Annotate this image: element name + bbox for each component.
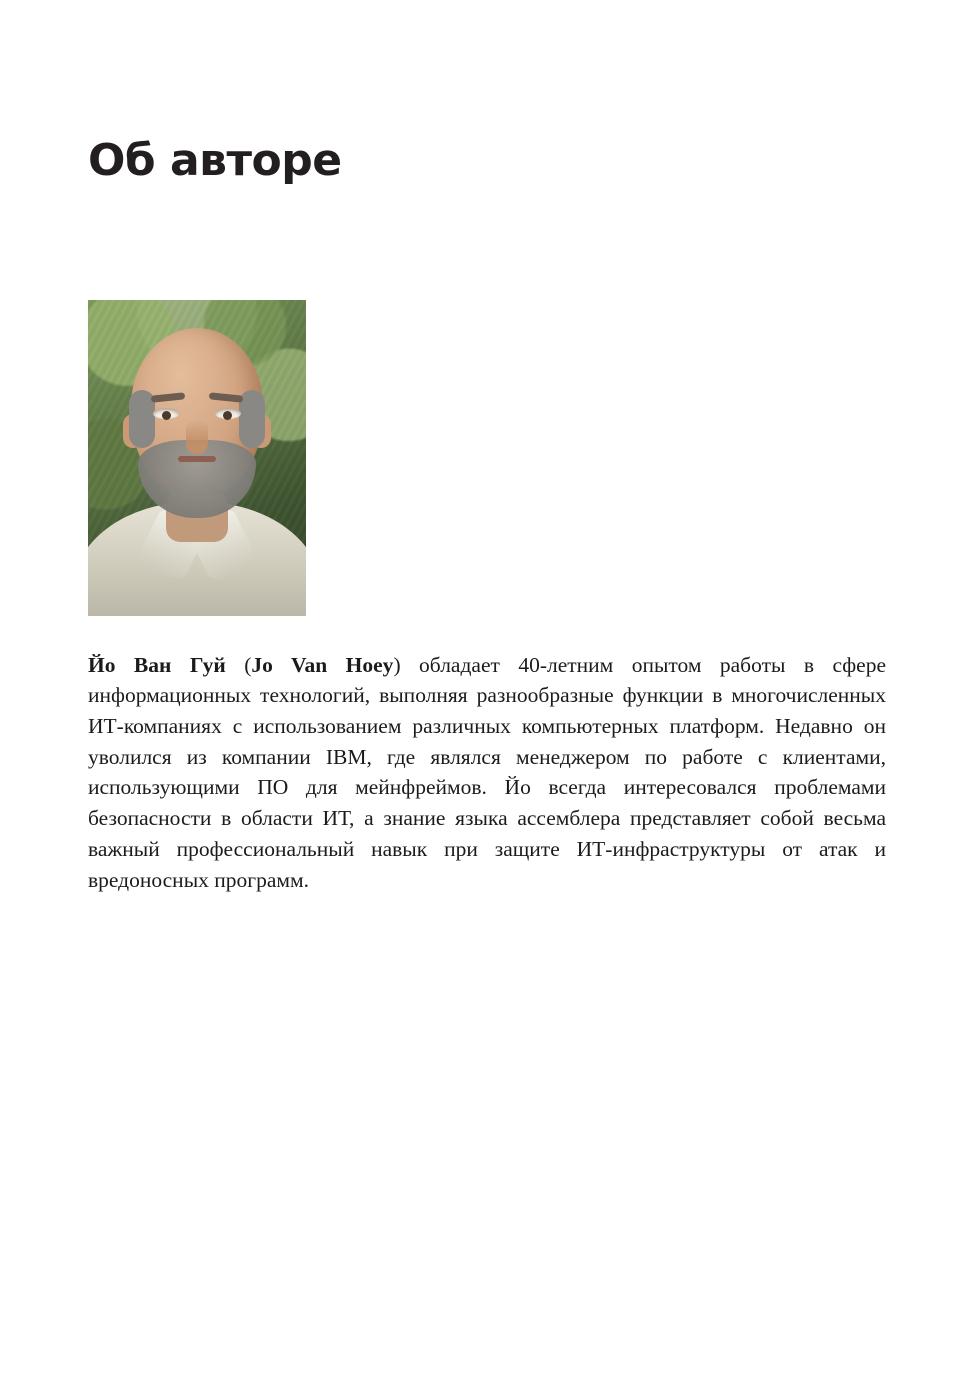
head-shape	[131, 328, 263, 496]
page-title: Об авторе	[88, 135, 342, 187]
paren-close: )	[393, 652, 401, 677]
author-bio-paragraph	[88, 650, 886, 896]
nose-shape	[186, 420, 208, 454]
author-bio-text: обладает 40-летним опытом работы в сфере информационных технологий, выполняя разнообразные функции в многочисленных ИТ-компаниях с использованием различных компьютерных платформ. Недавно он уволился из компании IBM, где являлся менеджером по работе с клиентами, использующими ПО для мейнфреймов. Йо всегда интересовался проблемами безопасности в области ИТ, а знание языка ассемблера представляет собой весьма важный профессиональный навык при защите ИТ-инфраструктуры от атак и вредоносных программ.	[88, 652, 887, 892]
eyebrow-right-shape	[209, 392, 244, 403]
author-name-en: Jo Van Hoey	[251, 652, 394, 677]
author-photo	[88, 300, 306, 616]
pupil-left-shape	[162, 411, 171, 420]
portrait-illustration	[88, 300, 306, 616]
author-name-ru: Йо Ван Гуй	[88, 652, 226, 677]
paren-open: (	[225, 652, 252, 677]
pupil-right-shape	[223, 411, 232, 420]
mouth-shape	[178, 456, 216, 462]
eyebrow-left-shape	[151, 392, 186, 403]
